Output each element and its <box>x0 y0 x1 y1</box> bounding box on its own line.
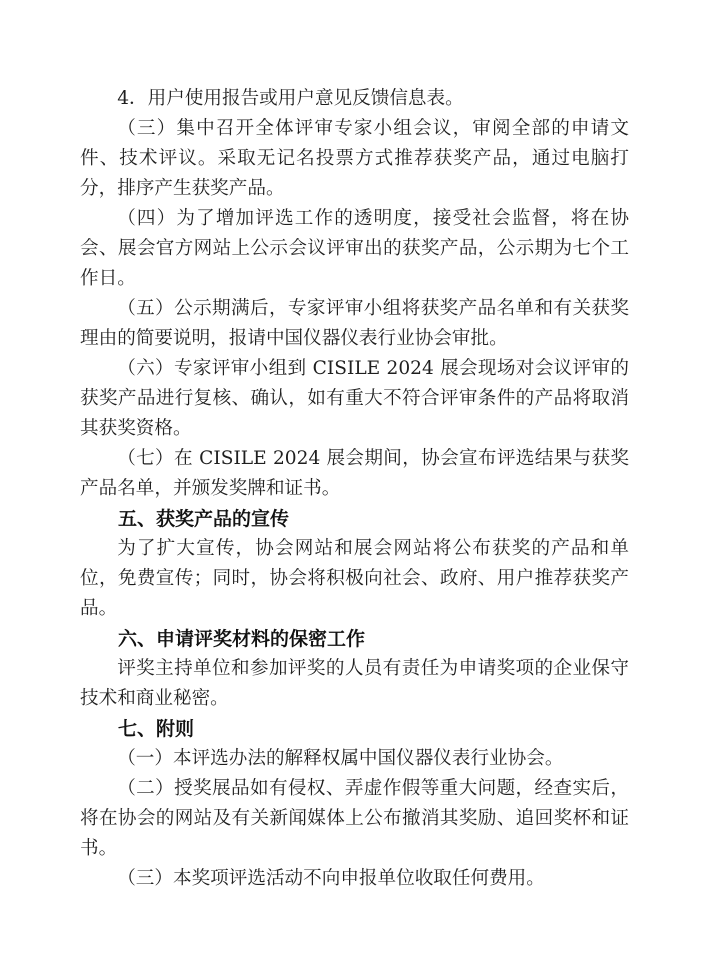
section-heading: 七、附则 <box>118 718 195 740</box>
paragraph: （四）为了增加评选工作的透明度，接受社会监督，将在协会、展会官方网站上公示会议评审出的获奖产品，公示期为七个工作日。 <box>80 208 629 289</box>
paragraph: （五）公示期满后，专家评审小组将获奖产品名单和有关获奖理由的简要说明，报请中国仪器仪表行业协会审批。 <box>80 298 629 349</box>
paragraph: （一）本评选办法的解释权属中国仪器仪表行业协会。 <box>117 748 564 769</box>
paragraph: 评奖主持单位和参加评奖的人员有责任为申请奖项的企业保守技术和商业秘密。 <box>80 658 629 709</box>
section-heading: 五、获奖产品的宣传 <box>118 508 290 530</box>
paragraph: （三）集中召开全体评审专家小组会议，审阅全部的申请文件、技术评议。采取无记名投票方式推荐获奖产品，通过电脑打分，排序产生获奖产品。 <box>80 118 629 199</box>
paragraph: 为了扩大宣传，协会网站和展会网站将公布获奖的产品和单位，免费宣传；同时，协会将积极向社会、政府、用户推荐获奖产品。 <box>80 538 629 619</box>
paragraph: （三）本奖项评选活动不向申报单位收取任何费用。 <box>117 868 545 889</box>
paragraph: （二）授奖展品如有侵权、弄虚作假等重大问题，经查实后，将在协会的网站及有关新闻媒体上公布撤消其奖励、追回奖杯和证书。 <box>80 778 629 859</box>
paragraph: （六）专家评审小组到 CISILE 2024 展会现场对会议评审的获奖产品进行复核、确认，如有重大不符合评审条件的产品将取消其获奖资格。 <box>80 358 629 439</box>
paragraph: （七）在 CISILE 2024 展会期间，协会宣布评选结果与获奖产品名单，并颁发奖牌和证书。 <box>80 448 629 499</box>
document-body <box>80 84 629 894</box>
paragraph: 4．用户使用报告或用户意见反馈信息表。 <box>117 88 464 109</box>
section-heading: 六、申请评奖材料的保密工作 <box>118 628 366 650</box>
